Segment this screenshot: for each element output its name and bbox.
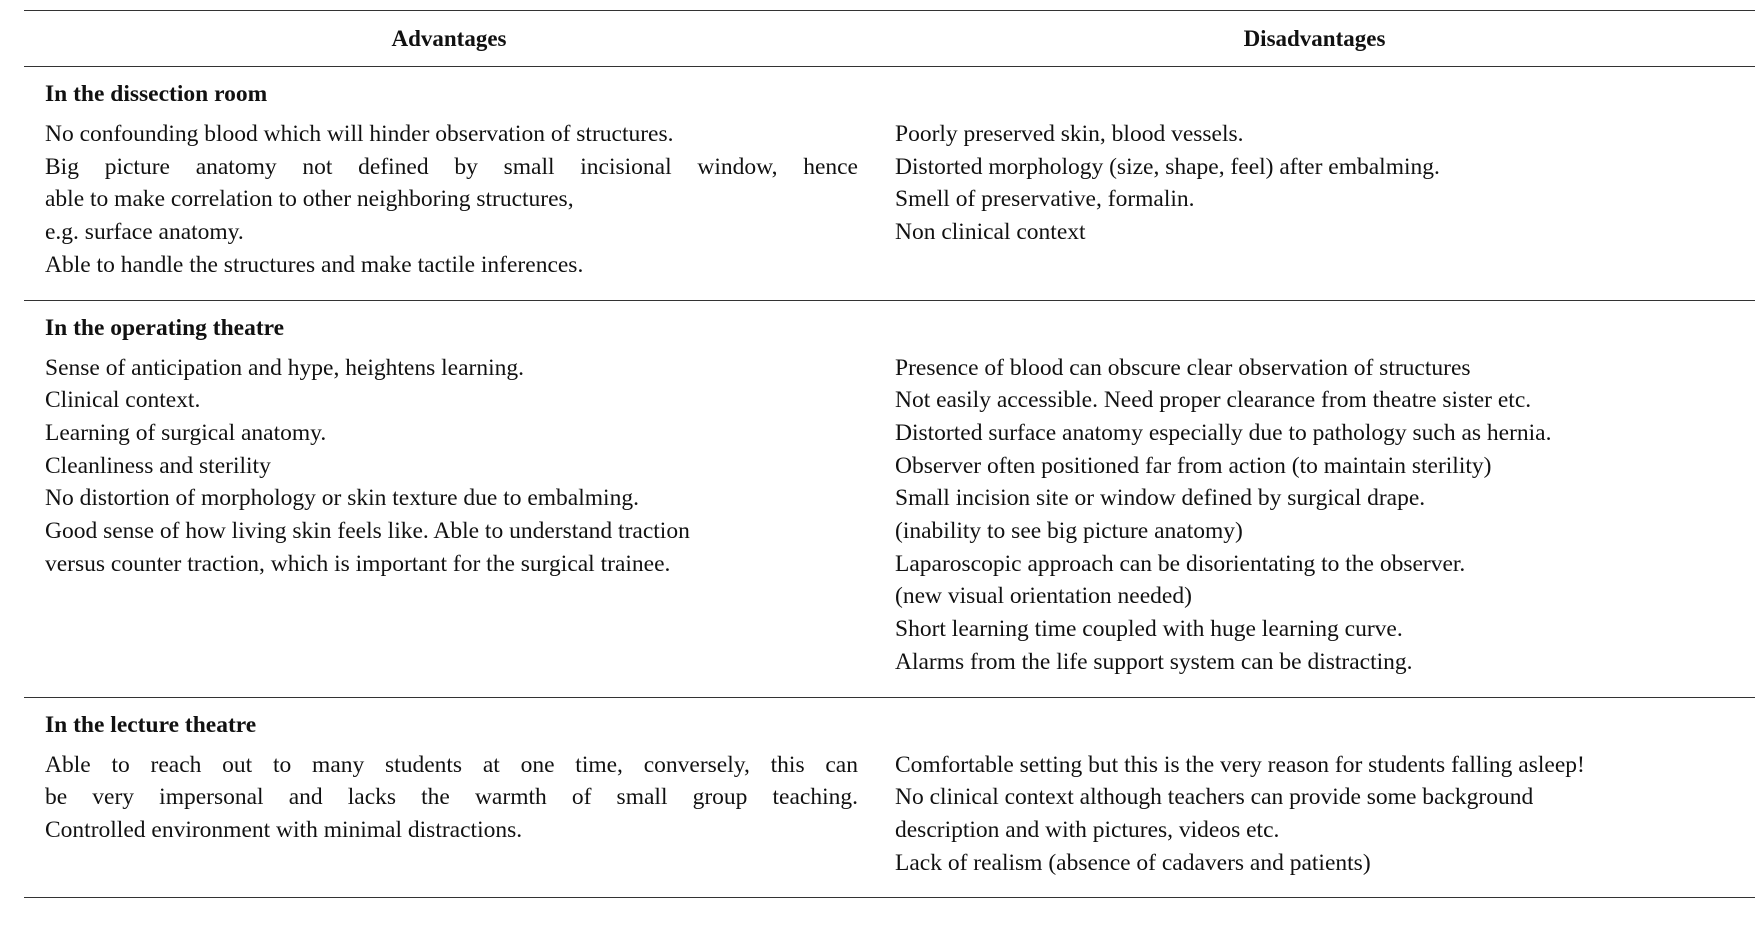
advantage-line: Sense of anticipation and hype, heightens learning.	[45, 354, 525, 381]
disadvantage-line: Small incision site or window defined by surgical drape.	[895, 485, 1426, 512]
section-lecture-theatre	[24, 698, 1755, 898]
disadvantage-line: No clinical context although teachers can provide some background	[895, 784, 1534, 811]
disadvantage-line: Distorted surface anatomy especially due to pathology such as hernia.	[895, 419, 1552, 446]
disadvantage-line: description and with pictures, videos etc.	[895, 816, 1280, 843]
disadvantage-line: Not easily accessible. Need proper clearance from theatre sister etc.	[895, 387, 1532, 414]
comparison-table	[24, 10, 1755, 898]
advantages-cell	[24, 749, 874, 880]
advantage-line: able to make correlation to other neighboring structures,	[45, 186, 574, 213]
disadvantage-line: Comfortable setting but this is the very reason for students falling asleep!	[895, 751, 1585, 778]
advantage-line: Learning of surgical anatomy.	[45, 419, 327, 446]
disadvantage-line: Short learning time coupled with huge learning curve.	[895, 616, 1403, 643]
bottom-rule	[24, 897, 1755, 898]
section-operating-theatre	[24, 301, 1755, 697]
advantages-cell	[24, 352, 874, 679]
advantage-line: versus counter traction, which is important for the surgical trainee.	[45, 550, 671, 577]
disadvantages-cell	[874, 749, 1755, 880]
section-dissection-room	[24, 67, 1755, 300]
header-advantages: Advantages	[391, 25, 507, 51]
disadvantage-line: Poorly preserved skin, blood vessels.	[895, 121, 1244, 147]
advantage-line: No distortion of morphology or skin texture due to embalming.	[45, 485, 639, 512]
section-body	[24, 742, 1755, 898]
advantage-line: Able to reach out to many students at one time, conversely, this can	[45, 751, 858, 778]
disadvantage-line: Non clinical context	[895, 219, 1086, 246]
advantages-cell	[24, 118, 874, 282]
section-title: In the lecture theatre	[45, 711, 257, 738]
disadvantage-line: (inability to see big picture anatomy)	[895, 518, 1243, 545]
disadvantages-cell	[874, 118, 1755, 282]
disadvantage-line: Smell of preservative, formalin.	[895, 186, 1195, 213]
advantage-line: Big picture anatomy not defined by small incisional window, hence	[45, 153, 858, 180]
advantage-line: Able to handle the structures and make tactile inferences.	[45, 251, 584, 278]
disadvantage-line: Alarms from the life support system can be distracting.	[895, 648, 1413, 675]
advantage-line: be very impersonal and lacks the warmth of small group teaching.	[45, 784, 858, 811]
header-disadvantages: Disadvantages	[1243, 25, 1386, 51]
disadvantage-line: Lack of realism (absence of cadavers and patients)	[895, 849, 1371, 876]
advantage-line: Clinical context.	[45, 387, 201, 414]
section-body	[24, 345, 1755, 697]
header-row	[24, 11, 1755, 66]
disadvantage-line: Observer often positioned far from action (to maintain sterility)	[895, 452, 1492, 479]
advantage-line: e.g. surface anatomy.	[45, 219, 244, 246]
section-body	[24, 111, 1755, 300]
advantage-line: No confounding blood which will hinder observation of structures.	[45, 121, 674, 147]
disadvantage-line: (new visual orientation needed)	[895, 583, 1192, 610]
advantage-line: Controlled environment with minimal distractions.	[45, 816, 523, 843]
section-title: In the dissection room	[45, 81, 268, 107]
disadvantage-line: Distorted morphology (size, shape, feel) after embalming.	[895, 153, 1440, 180]
disadvantage-line: Presence of blood can obscure clear observation of structures	[895, 354, 1471, 381]
advantage-line: Cleanliness and sterility	[45, 452, 271, 479]
section-title: In the operating theatre	[45, 314, 285, 341]
disadvantage-line: Laparoscopic approach can be disorientating to the observer.	[895, 550, 1466, 577]
advantage-line: Good sense of how living skin feels like. Able to understand traction	[45, 518, 690, 545]
disadvantages-cell	[874, 352, 1755, 679]
